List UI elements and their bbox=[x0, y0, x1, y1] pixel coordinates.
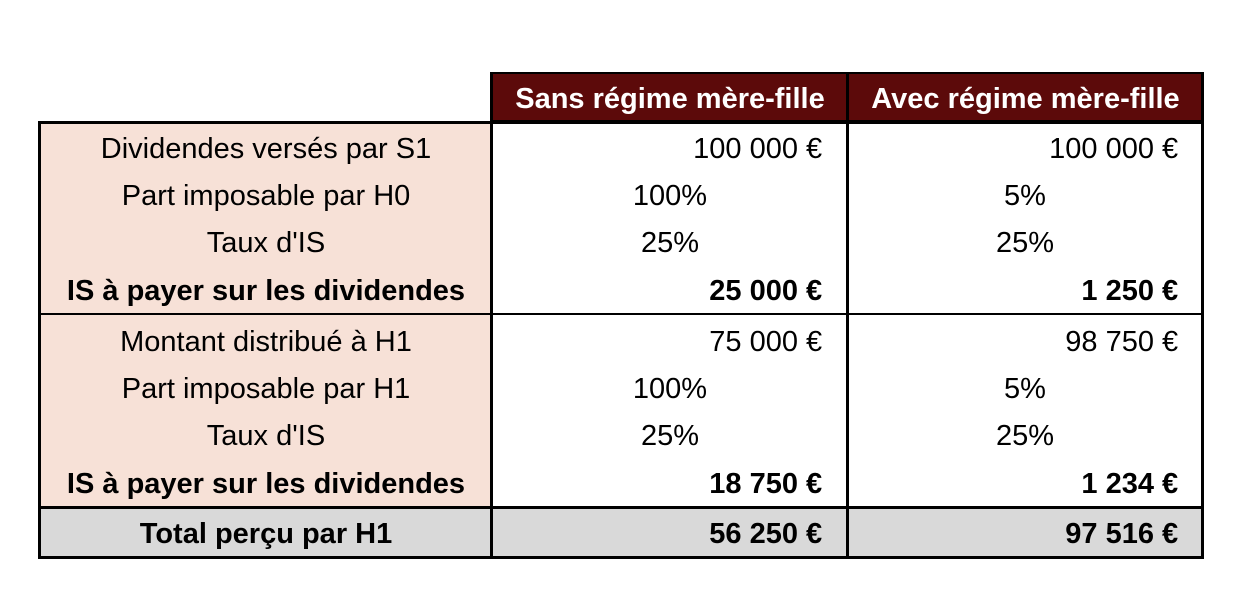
total-sans: 56 250 bbox=[709, 518, 798, 550]
total-label: Total perçu par H1 bbox=[139, 518, 393, 550]
row-label-taux-is-2: Taux d'IS bbox=[206, 420, 326, 452]
euro-sign: € bbox=[806, 326, 823, 358]
euro-sign: € bbox=[1162, 133, 1179, 165]
header-with-regime: Avec régime mère-fille bbox=[847, 72, 1204, 122]
cell-taux-is-avec: 25% bbox=[995, 227, 1055, 259]
cell-part-imposable-h1-avec: 5% bbox=[1004, 373, 1046, 405]
cell-is-a-payer-sans: 25 000 bbox=[709, 275, 798, 307]
euro-sign: € bbox=[806, 468, 823, 500]
cell-is-a-payer-2-sans: 18 750 bbox=[709, 468, 798, 500]
row-label-taux-is: Taux d'IS bbox=[206, 227, 326, 259]
grid-line-top bbox=[38, 121, 1204, 124]
grid-line-col2 bbox=[846, 72, 849, 559]
cell-taux-is-2-avec: 25% bbox=[995, 420, 1055, 452]
cell-taux-is-2-sans: 25% bbox=[640, 420, 700, 452]
header-without-regime: Sans régime mère-fille bbox=[491, 72, 849, 122]
euro-sign: € bbox=[806, 133, 823, 165]
euro-sign: € bbox=[1162, 275, 1179, 307]
euro-sign: € bbox=[806, 518, 823, 550]
cell-montant-distribue-sans: 75 000 bbox=[709, 326, 798, 358]
row-label-montant-distribue: Montant distribué à H1 bbox=[120, 326, 412, 358]
grid-line-section bbox=[38, 313, 1204, 315]
row-label-dividendes-verses: Dividendes versés par S1 bbox=[100, 133, 432, 165]
euro-sign: € bbox=[1162, 326, 1179, 358]
cell-is-a-payer-avec: 1 250 bbox=[1081, 275, 1154, 307]
cell-part-imposable-h1-sans: 100% bbox=[632, 373, 708, 405]
cell-part-imposable-h0-avec: 5% bbox=[1004, 180, 1046, 212]
euro-sign: € bbox=[806, 275, 823, 307]
cell-montant-distribue-avec: 98 750 bbox=[1065, 326, 1154, 358]
cell-dividendes-avec: 100 000 bbox=[1049, 133, 1154, 165]
cell-part-imposable-h0-sans: 100% bbox=[632, 180, 708, 212]
grid-line-total-top bbox=[38, 506, 1204, 509]
grid-line-left bbox=[38, 121, 41, 559]
row-label-is-a-payer: IS à payer sur les dividendes bbox=[66, 275, 466, 307]
cell-taux-is-sans: 25% bbox=[640, 227, 700, 259]
grid-line-right bbox=[1201, 72, 1204, 559]
row-label-part-imposable-h1: Part imposable par H1 bbox=[121, 373, 411, 405]
row-label-part-imposable-h0: Part imposable par H0 bbox=[121, 180, 411, 212]
euro-sign: € bbox=[1162, 518, 1179, 550]
grid-line-col1 bbox=[490, 72, 493, 559]
euro-sign: € bbox=[1162, 468, 1179, 500]
cell-dividendes-sans: 100 000 bbox=[693, 133, 798, 165]
cell-is-a-payer-2-avec: 1 234 bbox=[1081, 468, 1154, 500]
grid-line-bottom bbox=[38, 556, 1204, 559]
total-avec: 97 516 bbox=[1065, 518, 1154, 550]
row-label-is-a-payer-2: IS à payer sur les dividendes bbox=[66, 468, 466, 500]
